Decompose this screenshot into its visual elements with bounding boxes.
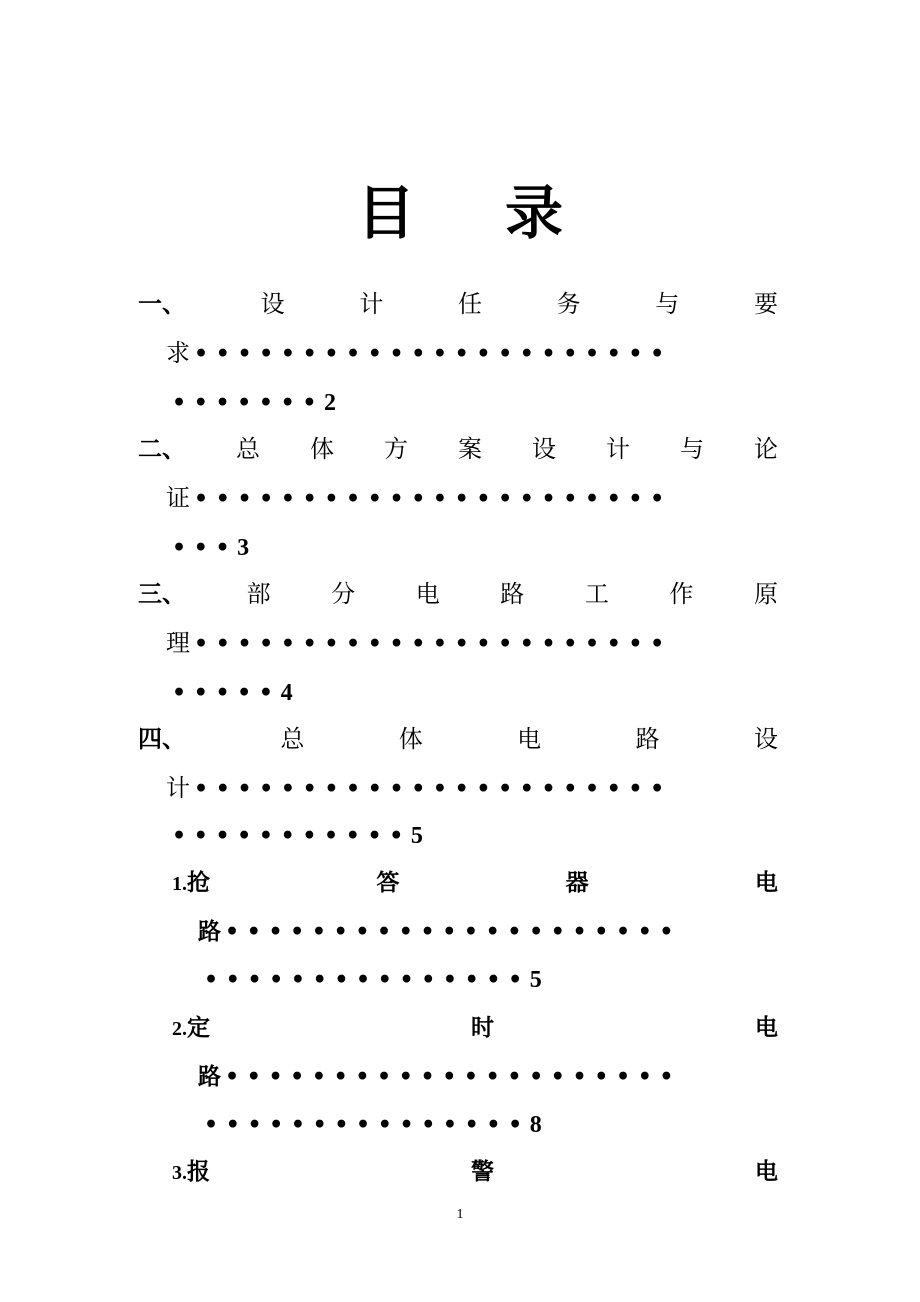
toc-subentry-3-line1[interactable] [172, 1157, 778, 1187]
page-footer-number: 1 [456, 1207, 464, 1222]
toc-subentry-1-line1[interactable] [172, 868, 778, 898]
page-number: 5 [529, 967, 542, 993]
leader-dots: • • • • • • • • • • • • • • • [204, 1112, 523, 1138]
toc-subentry-1-line3 [204, 964, 542, 994]
leader-dots: • • • • • • • • • • • [172, 823, 404, 849]
leader-dots: • • • • • [172, 680, 273, 706]
toc-char: 案 [458, 435, 482, 463]
toc-char: 部 [246, 580, 271, 608]
toc-char: 作 [669, 580, 694, 608]
toc-char: 定 [187, 1013, 210, 1041]
toc-char: 理 [166, 629, 190, 657]
toc-char: 电 [755, 1158, 778, 1185]
leader-dots: • • • • • • • • • • • • • • • • • • • • • • [194, 631, 665, 657]
subentry-number: 1. [172, 872, 187, 895]
toc-char: 分 [331, 580, 356, 608]
toc-entry-1-line3 [172, 387, 336, 417]
toc-entry-3-line3 [172, 677, 293, 707]
toc-char: 路 [635, 725, 660, 753]
toc-char: 电 [415, 580, 440, 608]
leader-dots: • • • • • • • [172, 390, 317, 416]
toc-entry-3-line2 [166, 628, 778, 658]
toc-char: 抢 [187, 868, 210, 896]
toc-entry-3-line1[interactable] [138, 579, 778, 609]
toc-char: 报 [187, 1157, 210, 1185]
toc-char: 求 [166, 339, 190, 367]
toc-char: 论 [754, 435, 778, 463]
toc-char: 原 [753, 580, 778, 608]
page-number: 8 [529, 1112, 542, 1138]
leader-dots: • • • • • • • • • • • • • • • • • • • • • [225, 919, 674, 945]
toc-char: 与 [680, 435, 704, 463]
toc-char: 工 [584, 580, 609, 608]
toc-char: 路 [500, 580, 525, 608]
toc-char: 设 [260, 290, 285, 318]
toc-char: 答 [376, 869, 400, 896]
toc-entry-1-line2 [166, 338, 778, 368]
toc-char: 证 [166, 484, 190, 512]
toc-subentry-1-line2 [198, 917, 778, 947]
toc-subentry-2-line3 [204, 1109, 542, 1139]
leader-dots: • • • • • • • • • • • • • • • • • • • • • [225, 1064, 674, 1090]
toc-entry-4-line3 [172, 820, 423, 850]
toc-char: 路 [198, 918, 221, 945]
page-number: 5 [410, 823, 423, 849]
page-number: 4 [280, 680, 293, 706]
toc-char: 任 [457, 290, 482, 318]
subentry-number: 3. [172, 1161, 187, 1184]
toc-char: 与 [655, 290, 680, 318]
toc-entry-1-line1[interactable] [138, 289, 778, 319]
toc-entry-number: 四、 [138, 724, 186, 753]
leader-dots: • • • [172, 535, 230, 561]
toc-char: 要 [753, 290, 778, 318]
page-number: 3 [237, 535, 250, 561]
toc-entry-number: 二、 [138, 434, 186, 463]
toc-char: 计 [359, 290, 384, 318]
page-title [0, 166, 920, 250]
toc-char: 计 [166, 774, 190, 802]
toc-char: 时 [471, 1014, 494, 1041]
toc-entry-2-line3 [172, 532, 249, 562]
page-number: 2 [324, 390, 337, 416]
toc-char: 警 [471, 1158, 494, 1185]
toc-char: 器 [565, 869, 589, 896]
toc-entry-number: 三、 [138, 579, 186, 608]
toc-subentry-2-line2 [198, 1062, 778, 1092]
toc-entry-4-line1[interactable] [138, 724, 778, 754]
leader-dots: • • • • • • • • • • • • • • • • • • • • • • [194, 486, 665, 512]
leader-dots: • • • • • • • • • • • • • • • • • • • • • • [194, 341, 665, 367]
toc-char: 务 [556, 290, 581, 318]
toc-char: 方 [384, 435, 408, 463]
subentry-number: 2. [172, 1017, 187, 1040]
toc-entry-2-line1[interactable] [138, 434, 778, 464]
toc-char: 电 [754, 869, 778, 896]
toc-char: 总 [280, 725, 305, 753]
toc-char: 计 [606, 435, 630, 463]
leader-dots: • • • • • • • • • • • • • • • [204, 967, 523, 993]
toc-char: 设 [532, 435, 556, 463]
leader-dots: • • • • • • • • • • • • • • • • • • • • • • [194, 776, 665, 802]
toc-char: 电 [517, 725, 542, 753]
toc-char: 电 [755, 1014, 778, 1041]
title-char-1: 目 [356, 179, 415, 247]
toc-char: 体 [398, 725, 423, 753]
toc-char: 总 [236, 435, 260, 463]
toc-char: 体 [310, 435, 334, 463]
toc-char: 路 [198, 1063, 221, 1090]
title-char-2: 录 [505, 179, 564, 247]
toc-entry-number: 一、 [138, 289, 186, 318]
toc-entry-2-line2 [166, 483, 778, 513]
toc-subentry-2-line1[interactable] [172, 1013, 778, 1043]
toc-entry-4-line2 [166, 773, 778, 803]
toc-char: 设 [753, 725, 778, 753]
